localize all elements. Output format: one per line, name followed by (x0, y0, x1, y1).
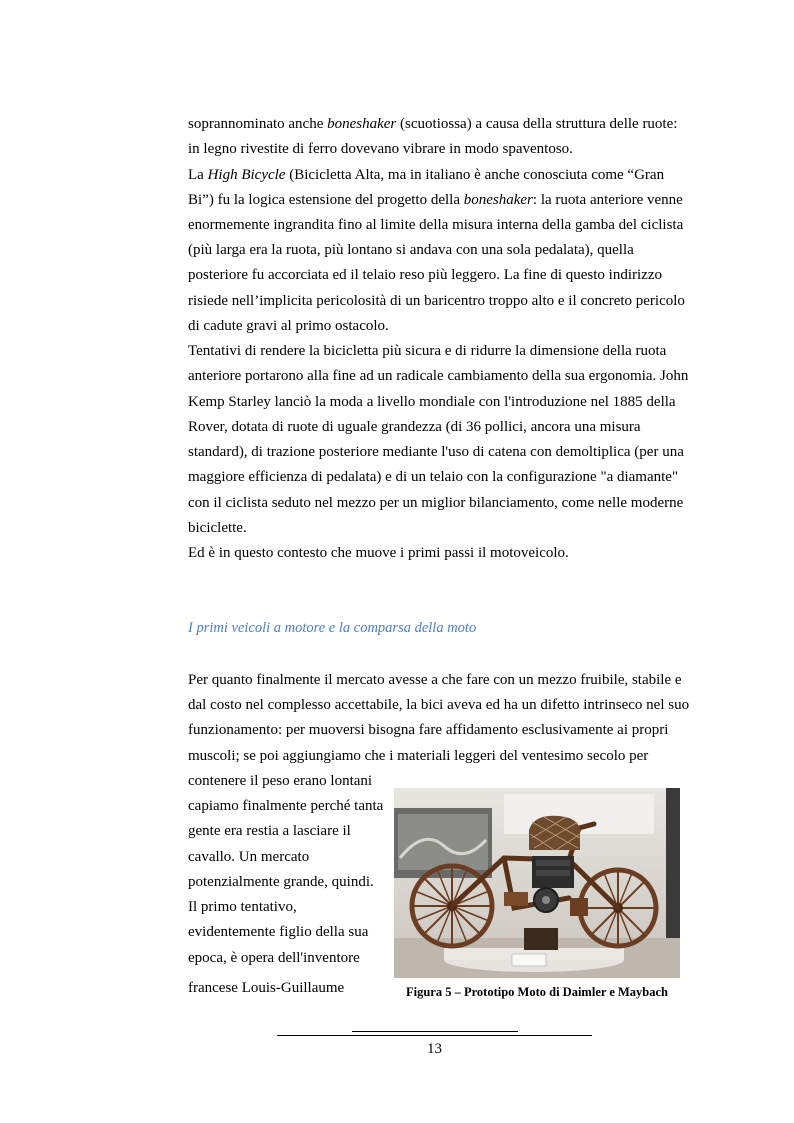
text-line: potenzialmente grande, quindi. (188, 874, 374, 890)
text-line: evidentemente figlio della sua (188, 924, 369, 940)
text-line: Rover, dotata di ruote di uguale grandezza (di 36 pollici, ancora una misura (188, 419, 641, 435)
footer-rule (277, 1035, 592, 1036)
text-line: risiede nell’implicita pericolosità di un baricentro troppo alto e il concreto pericolo (188, 293, 685, 309)
text-line: Il primo tentativo, (188, 899, 297, 915)
text-line: capiamo finalmente perché tanta (188, 798, 384, 814)
text-line: anteriore portarono alla fine ad un radicale cambiamento della sua ergonomia. John (188, 368, 689, 384)
figure-caption: Figura 5 – Prototipo Moto di Daimler e Maybach (405, 985, 668, 999)
text-line: Tentativi di rendere la bicicletta più sicura e di ridurre la dimensione della ruota (188, 343, 667, 359)
text-line: enormemente ingrandita fino al limite della misura interna della gamba del ciclista (188, 217, 684, 233)
text-line: (più larga era la ruota, più lontano si andava con una sola pedalata), quella (188, 242, 634, 258)
text-line: Per quanto finalmente il mercato avesse a che fare con un mezzo fruibile, stabile e (188, 672, 682, 688)
text-line: maggiore efficienza di pedalata) e di un telaio con la configurazione "a diamante" (188, 469, 679, 485)
text-line: standard), di trazione posteriore mediante l'uso di catena con demoltiplica (per una (188, 444, 684, 460)
text-line: gente era restia a lasciare il (188, 823, 351, 839)
text-line: posteriore fu accorciata ed il telaio reso più leggero. La fine di questo indirizzo (188, 267, 662, 283)
text-line: epoca, è opera dell'inventore (188, 950, 360, 966)
text-line: con il ciclista seduto nel mezzo per un miglior bilanciamento, come nelle moderne (188, 495, 684, 511)
motorcycle-photo (394, 788, 680, 978)
section-heading: I primi veicoli a motore e la comparsa della moto (188, 620, 477, 636)
text-line: di cadute gravi al primo ostacolo. (188, 318, 389, 334)
text-line: Bi”) fu la logica estensione del progetto della boneshaker: la ruota anteriore venne (188, 192, 683, 208)
text-line: muscoli; se poi aggiungiamo che i materiali leggeri del ventesimo secolo per (188, 748, 649, 764)
text-line: cavallo. Un mercato (188, 849, 310, 865)
text-line: in legno rivestite di ferro dovevano vibrare in modo spaventoso. (188, 141, 573, 157)
text-line: La High Bicycle (Bicicletta Alta, ma in italiano è anche conosciuta come “Gran (188, 167, 665, 183)
footer-rule-short (352, 1031, 518, 1032)
text-line: biciclette. (188, 520, 247, 536)
text-line: francese Louis-Guillaume (188, 980, 345, 996)
text-line: funzionamento: per muoversi bisogna fare affidamento esclusivamente ai propri (188, 722, 669, 738)
text-line: Kemp Starley lanciò la moda a livello mondiale con l'introduzione nel 1885 della (188, 394, 676, 410)
text-line: Ed è in questo contesto che muove i primi passi il motoveicolo. (188, 545, 569, 561)
page-number: 13 (427, 1041, 442, 1057)
text-line: soprannominato anche boneshaker (scuotiossa) a causa della struttura delle ruote: (188, 116, 678, 132)
text-line: contenere il peso erano lontani (188, 773, 373, 789)
text-line: dal costo nel complesso accettabile, la bici aveva ed ha un difetto intrinseco nel suo (188, 697, 690, 713)
